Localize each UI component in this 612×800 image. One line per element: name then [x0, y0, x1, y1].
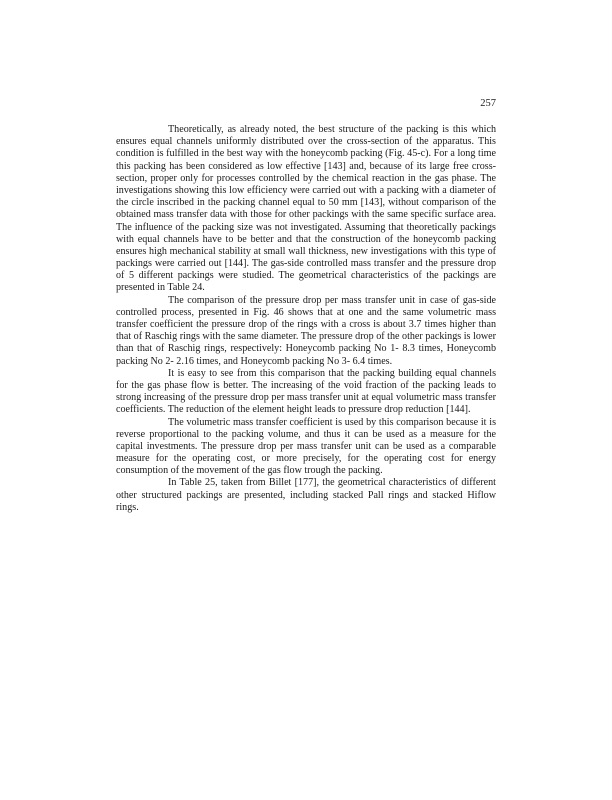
paragraph-3: It is easy to see from this comparison that the packing building equal channels for the gas phase flow is better. The increasing of the void fraction of the packing leads to strong increasing of the pressure drop per mass transfer unit at equal volumetric mass transfer coefficients. The reduction of the element height leads to pressure drop reduction [144].: [116, 367, 496, 416]
paragraph-1: Theoretically, as already noted, the best structure of the packing is this which ensures equal channels uniformly distributed over the cross-section of the apparatus. This condition is fulfilled in the best way with the honeycomb packing (Fig. 45-c). For a long time this packing has been considered as low effective [143] and, because of its large free cross-section, proper only for processes controlled by the chemical reaction in the gas phase. The investigations showing this low efficiency were carried out with a packing with a diameter of the circle inscribed in the packing channel equal to 50 mm [143], without comparison of the obtained mass transfer data with those for other packings with the same specific surface area. The influence of the packing size was not investigated. Assuming that theoretically packings with equal channels have to be better and that the construction of the honeycomb packing ensures high mechanical stability at small wall thickness, new investigations with this type of packings were carried out [144]. The gas-side controlled mass transfer and the pressure drop of 5 different packings were studied. The geometrical characteristics of the packings are presented in Table 24.: [116, 124, 496, 294]
paragraph-5: In Table 25, taken from Billet [177], the geometrical characteristics of different other structured packings are presented, including stacked Pall rings and stacked Hiflow rings.: [116, 477, 496, 513]
body-text: [116, 124, 496, 514]
paragraph-2: The comparison of the pressure drop per mass transfer unit in case of gas-side controlled process, presented in Fig. 46 shows that at one and the same volumetric mass transfer coefficient the pressure drop of the rings with a cross is about 3.7 times higher than that of Raschig rings with the same diameter. The pressure drop of the other packings is lower than that of Raschig rings, respectively: Honeycomb packing No 1- 8.3 times, Honeycomb packing No 2- 2.16 times, and Honeycomb packing No 3- 6.4 times.: [116, 294, 496, 367]
paragraph-4: The volumetric mass transfer coefficient is used by this comparison because it is reverse proportional to the packing volume, and thus it can be used as a measure for the capital investments. The pressure drop per mass transfer unit can be used as a comparable measure for the operating cost, or more precisely, for the operating cost for energy consumption of the movement of the gas flow trough the packing.: [116, 416, 496, 477]
page-number: 257: [480, 98, 496, 109]
